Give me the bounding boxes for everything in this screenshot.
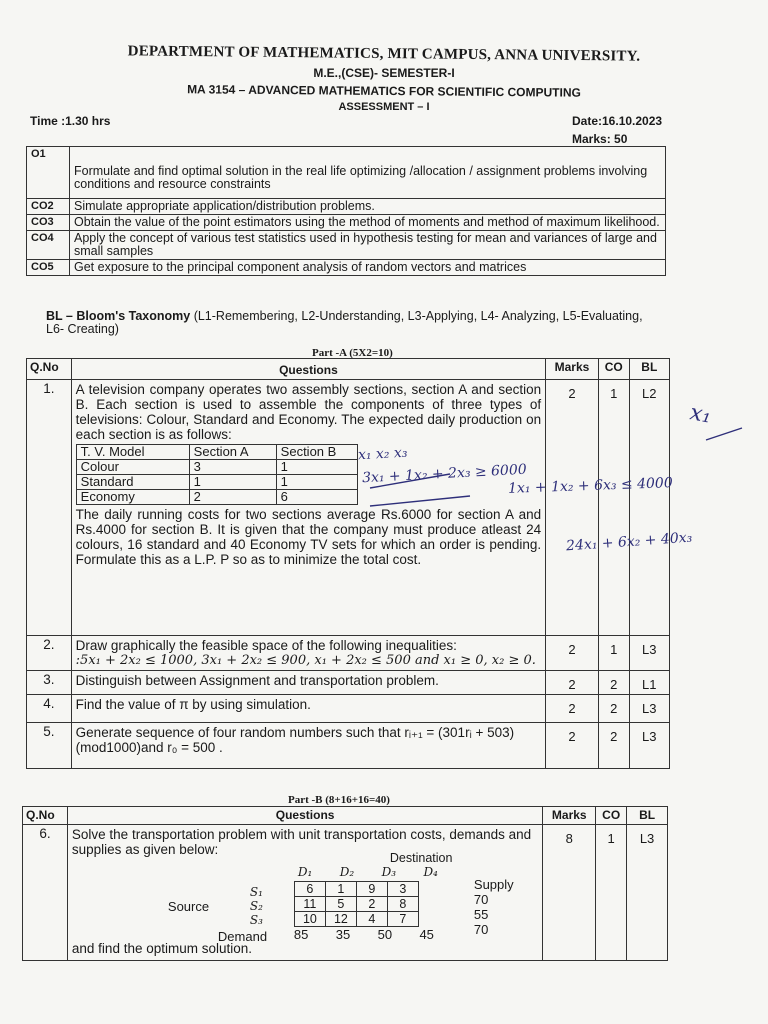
supply-value: 55 xyxy=(473,907,489,922)
co-text: Obtain the value of the point estimators using the method of moments and method of maximum likelihood. xyxy=(70,215,666,231)
demand-label: Demand xyxy=(217,929,268,944)
assessment-title: ASSESSMENT – I xyxy=(338,101,430,113)
question-marks: 2 xyxy=(546,636,599,671)
source-name: S₃ xyxy=(249,913,263,927)
handwritten-margin-mark: x₁ xyxy=(687,400,714,429)
question-marks: 2 xyxy=(546,671,599,695)
question-co: 2 xyxy=(598,671,629,695)
question-marks: 2 xyxy=(546,380,599,636)
question-5: Generate sequence of four random numbers such that rᵢ₊₁ = (301rᵢ + 503)(mod1000)and r₀ = 500 . xyxy=(71,723,546,769)
destination-name: D₂ xyxy=(339,865,355,879)
supply-value: 70 xyxy=(473,922,489,937)
co-text: Apply the concept of various test statistics used in hypothesis testing for mean and variances of large and small samples xyxy=(70,231,666,260)
tv-section-a: 2 xyxy=(189,490,276,505)
tv-model: Standard xyxy=(76,475,189,490)
q6-intro: Solve the transportation problem with unit transportation costs, demands and supplies as given below: xyxy=(71,827,532,857)
margin-stroke xyxy=(706,428,742,440)
co-code: CO2 xyxy=(27,199,70,215)
bl-header: BL xyxy=(627,807,668,825)
question-co: 1 xyxy=(596,825,627,961)
question-number: 6. xyxy=(23,825,68,961)
time-label: Time :1.30 hrs xyxy=(30,114,111,128)
cost-cell: 5 xyxy=(325,897,356,912)
co-code: CO5 xyxy=(27,260,70,276)
handwritten-variables: x₁ x₂ x₃ xyxy=(357,444,408,464)
q6-outro: and find the optimum solution. xyxy=(71,941,253,956)
handwritten-constraint-1: 3x₁ + 1x₂ + 2x₃ ≥ 6000 xyxy=(361,461,528,487)
co-text: Get exposure to the principal component analysis of random vectors and matrices xyxy=(70,260,666,276)
handwritten-objective: 24x₁ + 6x₂ + 40x₃ xyxy=(565,529,693,555)
question-number: 4. xyxy=(27,695,72,723)
cost-cell: 1 xyxy=(325,882,356,897)
destination-label: Destination xyxy=(389,851,453,865)
questions-header: Questions xyxy=(67,807,542,825)
q2-inequalities: :5x₁ + 2x₂ ≤ 1000, 3x₁ + 2x₂ ≤ 900, x₁ + 2x₂ ≤ 500 and x₁ ≥ 0, x₂ ≥ 0. xyxy=(75,653,536,668)
tv-section-a: 1 xyxy=(189,475,276,490)
question-number: 2. xyxy=(27,636,72,671)
tv-model: Colour xyxy=(76,460,189,475)
question-number: 5. xyxy=(27,723,72,769)
question-number: 1. xyxy=(27,380,72,636)
question-bl: L3 xyxy=(629,636,669,671)
tv-col-model: T. V. Model xyxy=(76,445,189,460)
question-co: 1 xyxy=(598,636,629,671)
question-co: 1 xyxy=(598,380,629,636)
question-3: Distinguish between Assignment and transportation problem. xyxy=(71,671,546,695)
q1-intro: A television company operates two assembly sections, section A and section B. Each section is used to assemble the components of three types of televisions: Colour, Standard and Economy. The expected daily production on each section is as follows: xyxy=(75,382,542,442)
part-a-title: Part -A (5X2=10) xyxy=(312,347,393,359)
tv-col-section-a: Section A xyxy=(189,445,276,460)
program-title: M.E.,(CSE)- SEMESTER-I xyxy=(313,66,455,80)
supply-label: Supply xyxy=(473,877,514,892)
date-label: Date:16.10.2023 xyxy=(572,114,663,128)
source-label: Source xyxy=(167,899,210,914)
destination-name: D₃ xyxy=(381,865,397,879)
tv-section-b: 6 xyxy=(276,490,357,505)
demand-value: 45 xyxy=(419,927,434,942)
cost-cell: 11 xyxy=(294,897,325,912)
question-number: 3. xyxy=(27,671,72,695)
question-marks: 8 xyxy=(543,825,596,961)
demand-value: 85 xyxy=(293,927,309,942)
cost-cell: 8 xyxy=(387,897,418,912)
qno-header: Q.No xyxy=(27,359,72,380)
question-bl: L3 xyxy=(627,825,668,961)
q1-outro: The daily running costs for two sections average Rs.6000 for section A and Rs.4000 for section B. It is given that the company must produce atleast 24 colours, 16 standard and 40 Economy TV sets for which an order is pending. Formulate this as a L.P. P so as to minimize the total cost. xyxy=(75,507,542,567)
strike-through-line xyxy=(370,496,470,506)
bloom-levels: (L1-Remembering, L2-Understanding, L3-Applying, L4- Analyzing, L5-Evaluating, L6- Creating) xyxy=(46,309,643,336)
course-title: MA 3154 – ADVANCED MATHEMATICS FOR SCIENTIFIC COMPUTING xyxy=(187,82,581,100)
cost-cell: 6 xyxy=(294,882,325,897)
co-code: CO3 xyxy=(27,215,70,231)
q2-line1: Draw graphically the feasible space of the following inequalities: xyxy=(75,638,457,653)
part-b-title: Part -B (8+16+16=40) xyxy=(288,794,390,806)
demand-value: 35 xyxy=(335,927,351,942)
questions-header: Questions xyxy=(71,359,546,380)
co-text: Formulate and find optimal solution in the real life optimizing /allocation / assignment problems involving conditions and resource constraints xyxy=(70,147,666,199)
question-bl: L3 xyxy=(629,695,669,723)
question-bl: L2 xyxy=(629,380,669,636)
marks-header: Marks xyxy=(543,807,596,825)
question-co: 2 xyxy=(598,695,629,723)
destination-name: D₄ xyxy=(423,865,438,879)
co-code: O1 xyxy=(27,147,70,199)
cost-cell: 10 xyxy=(294,912,325,927)
tv-model: Economy xyxy=(76,490,189,505)
co-code: CO4 xyxy=(27,231,70,260)
cost-cell: 4 xyxy=(356,912,387,927)
marks-header: Marks xyxy=(546,359,599,380)
tv-section-b: 1 xyxy=(276,475,357,490)
question-bl: L1 xyxy=(629,671,669,695)
question-bl: L3 xyxy=(629,723,669,769)
tv-col-section-b: Section B xyxy=(276,445,357,460)
marks-label: Marks: 50 xyxy=(572,132,628,146)
co-header: CO xyxy=(596,807,627,825)
cost-cell: 7 xyxy=(387,912,418,927)
question-co: 2 xyxy=(598,723,629,769)
co-header: CO xyxy=(598,359,629,380)
tv-section-b: 1 xyxy=(276,460,357,475)
strike-through-line xyxy=(370,474,450,488)
qno-header: Q.No xyxy=(23,807,68,825)
cost-cell: 2 xyxy=(356,897,387,912)
destination-name: D₁ xyxy=(297,865,313,879)
department-title: DEPARTMENT OF MATHEMATICS, MIT CAMPUS, ANNA UNIVERSITY. xyxy=(127,43,641,65)
question-4: Find the value of π by using simulation. xyxy=(71,695,546,723)
question-marks: 2 xyxy=(546,723,599,769)
demand-value: 50 xyxy=(377,927,393,942)
bl-header: BL xyxy=(629,359,669,380)
source-name: S₂ xyxy=(249,899,263,913)
co-text: Simulate appropriate application/distribution problems. xyxy=(70,199,666,215)
bloom-title: BL – Bloom's Taxonomy xyxy=(46,309,191,323)
supply-value: 70 xyxy=(473,892,489,907)
tv-section-a: 3 xyxy=(189,460,276,475)
source-name: S₁ xyxy=(249,885,263,899)
cost-cell: 9 xyxy=(356,882,387,897)
question-marks: 2 xyxy=(546,695,599,723)
cost-cell: 12 xyxy=(325,912,356,927)
handwritten-constraint-2: 1x₁ + 1x₂ + 6x₃ ≤ 4000 xyxy=(507,475,674,497)
cost-cell: 3 xyxy=(387,882,418,897)
